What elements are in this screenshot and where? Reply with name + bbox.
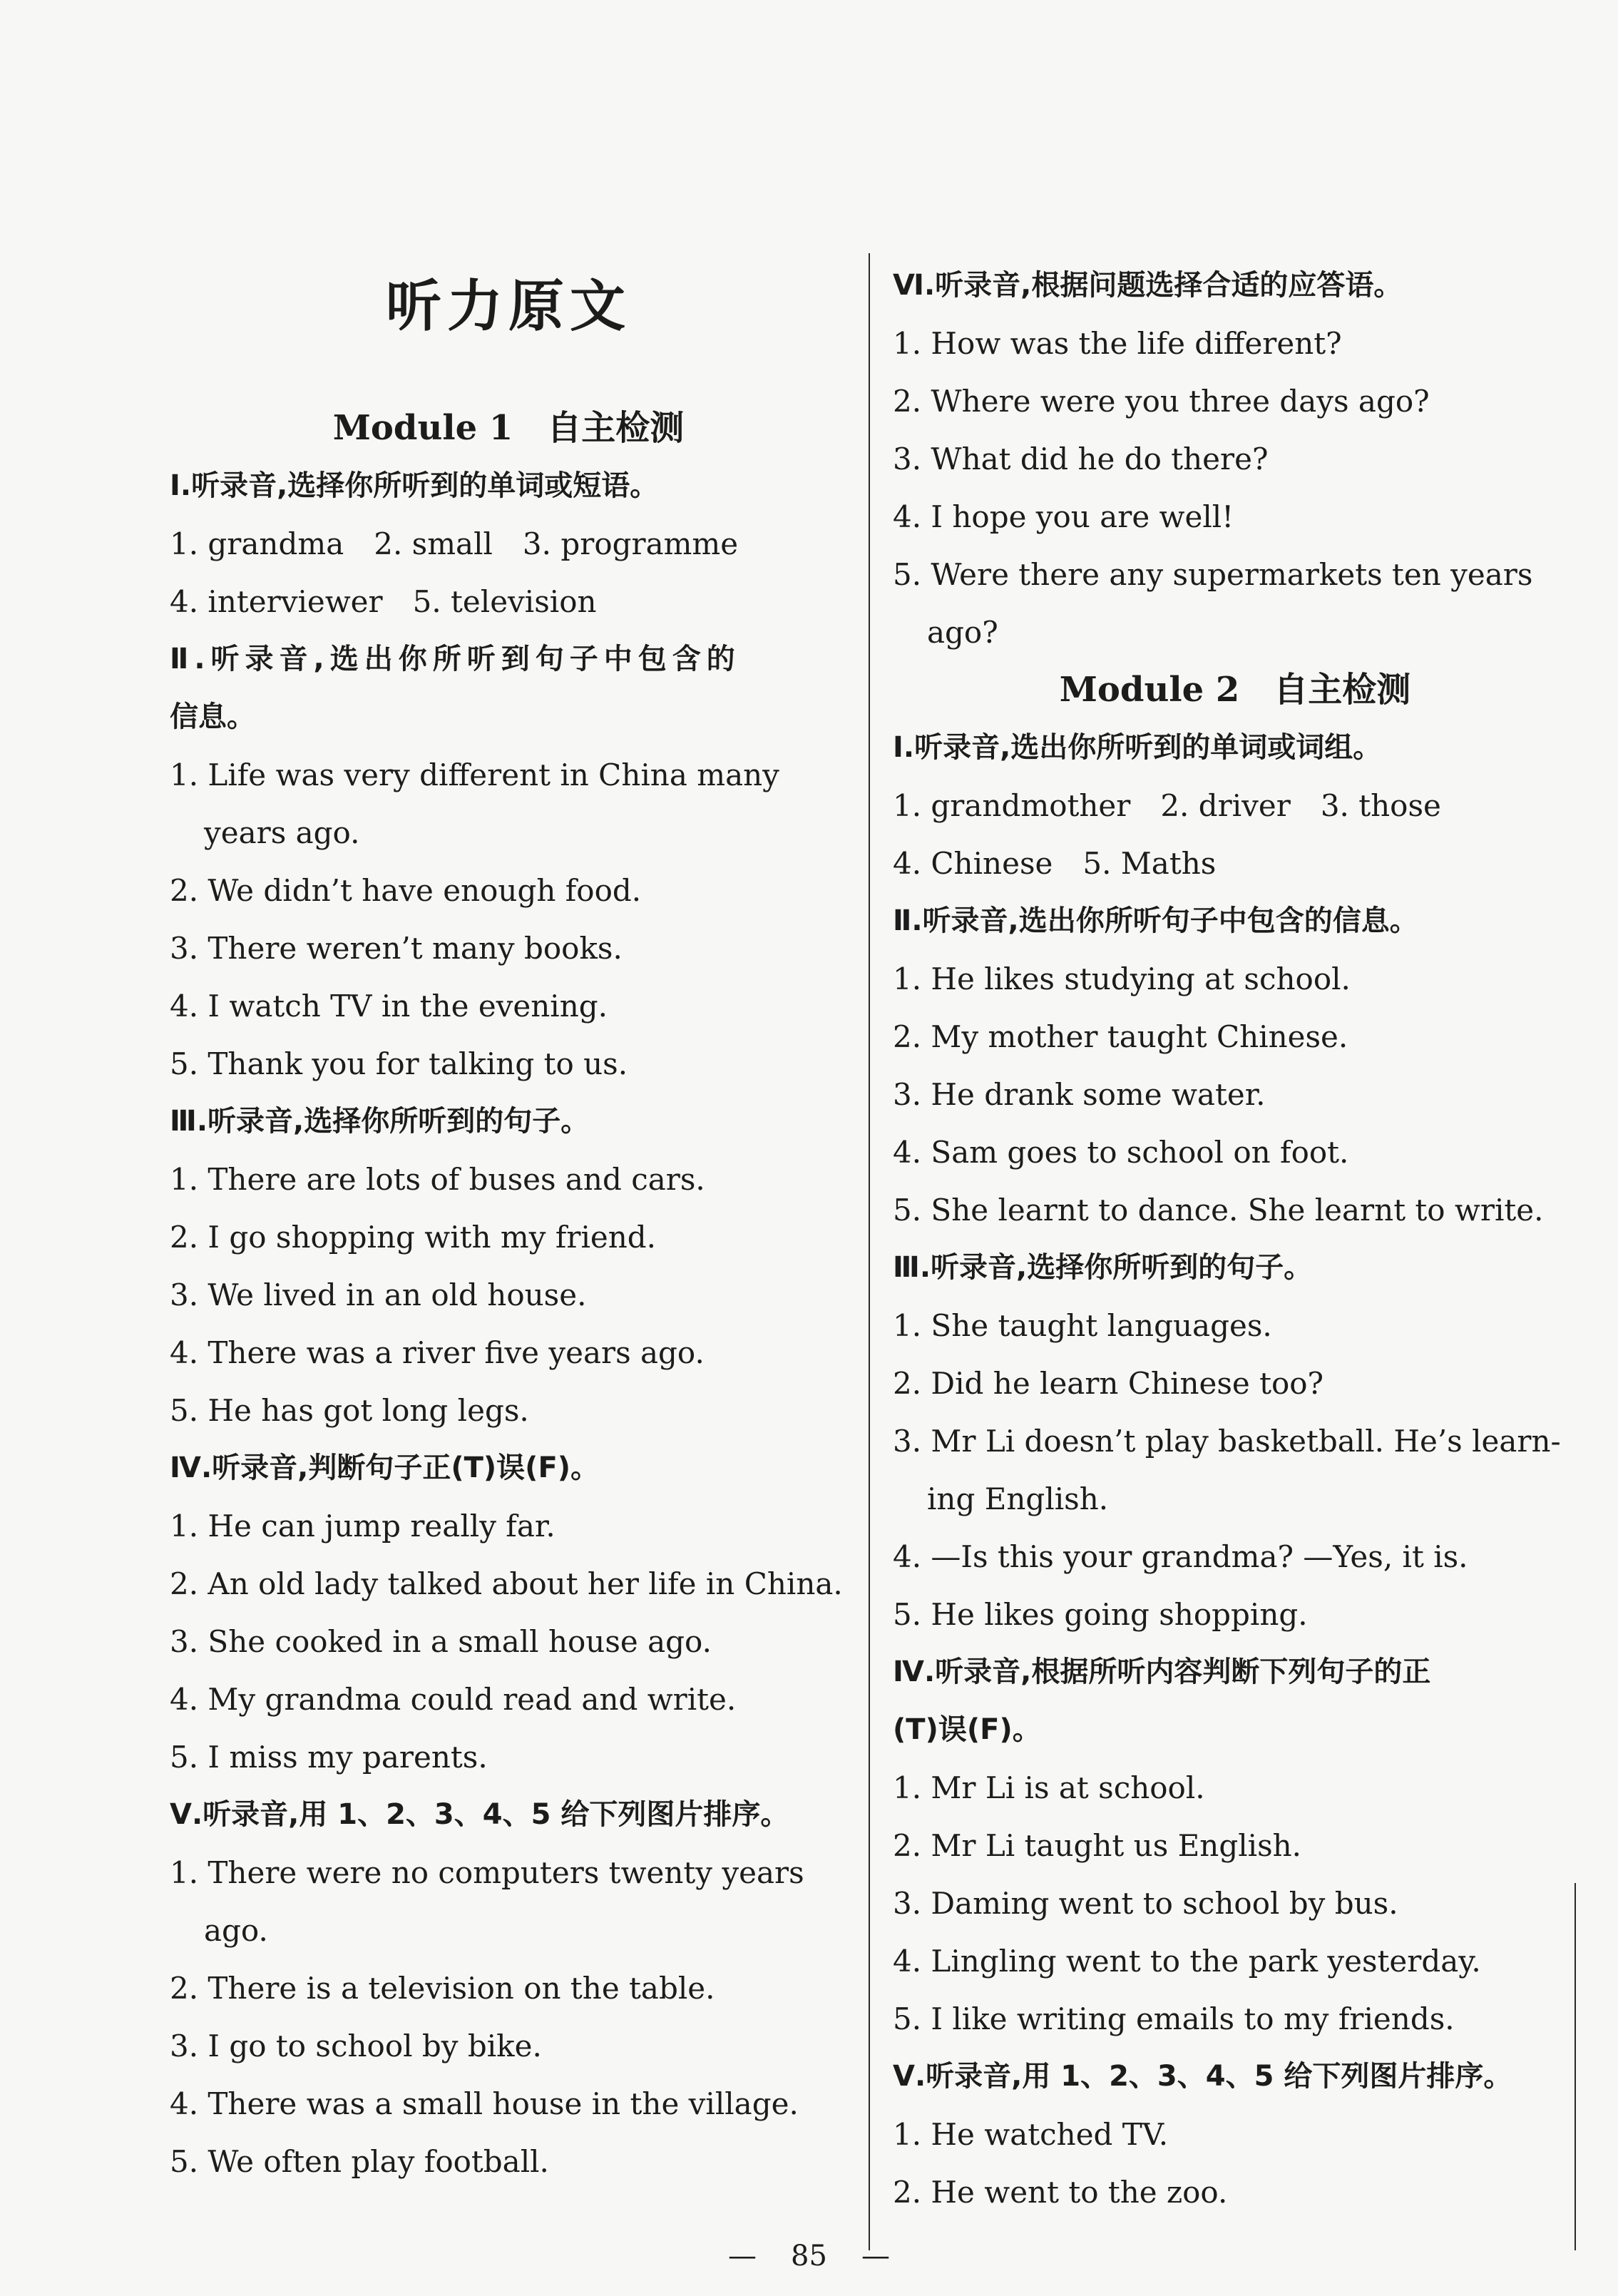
right-column [893,257,1577,2221]
list-item: 1. grandma 2. small 3. programme [170,526,739,561]
section-heading: Ⅰ.听录音,选出你所听到的单词或词组。 [893,731,1382,764]
list-item: 4. Sam goes to school on foot. [893,1135,1349,1170]
list-item: 4. There was a river five years ago. [170,1335,705,1370]
list-item: 5. He has got long legs. [170,1393,529,1428]
list-item: 3. We lived in an old house. [170,1277,587,1312]
list-item: 3. He drank some water. [893,1077,1266,1112]
list-item-continued: ago. [204,1913,268,1948]
list-item: 4. I hope you are well! [893,499,1234,534]
list-item: 2. We didn’t have enough food. [170,873,642,908]
page-number-dash-right: — [861,2240,890,2272]
module-1-title: Module 1 自主检测 [332,408,685,448]
list-item: 5. He likes going shopping. [893,1597,1308,1632]
list-item: 1. She taught languages. [893,1308,1272,1343]
list-item: 3. Daming went to school by bus. [893,1886,1398,1921]
section-heading: Ⅲ.听录音,选择你所听到的句子。 [893,1251,1313,1284]
list-item: 4. I watch TV in the evening. [170,989,608,1024]
list-item: 1. There were no computers twenty years [170,1855,804,1890]
list-item: 1. He likes studying at school. [893,961,1351,996]
list-item: 4. Chinese 5. Maths [893,846,1217,881]
page-number: 85 [791,2240,827,2272]
list-item: 2. Did he learn Chinese too? [893,1366,1324,1401]
list-item: 3. I go to school by bike. [170,2029,542,2063]
list-item: 4. There was a small house in the village. [170,2086,799,2121]
list-item: 5. I miss my parents. [170,1740,488,1775]
list-item: 2. He went to the zoo. [893,2175,1228,2210]
section-heading: Ⅵ.听录音,根据问题选择合适的应答语。 [893,269,1403,302]
list-item: 1. How was the life different? [893,326,1342,361]
list-item: 4. —Is this your grandma? —Yes, it is. [893,1539,1468,1574]
section-heading-continued: (T)误(F)。 [893,1713,1041,1746]
list-item: 1. There are lots of buses and cars. [170,1162,705,1197]
section-heading: Ⅲ.听录音,选择你所听到的句子。 [170,1105,590,1138]
list-item: 1. Life was very different in China many [170,757,779,792]
list-item: 1. He watched TV. [893,2117,1169,2152]
list-item: 3. Mr Li doesn’t play basketball. He’s learn- [893,1424,1561,1459]
column-divider [869,253,870,2250]
list-item: 3. What did he do there? [893,442,1269,476]
list-item-continued: ago? [927,615,998,650]
list-item: 1. grandmother 2. driver 3. those [893,788,1441,823]
section-heading: Ⅴ.听录音,用 1、2、3、4、5 给下列图片排序。 [170,1798,789,1831]
list-item: 1. Mr Li is at school. [893,1770,1205,1805]
left-column [170,257,847,2190]
list-item-continued: ing English. [927,1481,1109,1516]
list-item: 3. She cooked in a small house ago. [170,1624,712,1659]
list-item: 4. Lingling went to the park yesterday. [893,1944,1481,1979]
list-item: 5. We often play football. [170,2144,549,2179]
section-heading: Ⅱ.听录音,选出你所听句子中包含的信息。 [893,904,1418,937]
page-number-footer [0,2240,1618,2272]
list-item: 2. Mr Li taught us English. [893,1828,1302,1863]
section-heading: Ⅴ.听录音,用 1、2、3、4、5 给下列图片排序。 [893,2060,1512,2093]
list-item-continued: years ago. [204,815,360,850]
page-number-dash-left: — [728,2240,757,2272]
list-item: 2. Where were you three days ago? [893,384,1430,419]
section-heading: Ⅰ.听录音,选择你所听到的单词或短语。 [170,469,659,502]
list-item: 2. My mother taught Chinese. [893,1019,1348,1054]
list-item: 1. He can jump really far. [170,1509,555,1544]
list-item: 2. I go shopping with my friend. [170,1220,657,1255]
list-item: 2. There is a television on the table. [170,1971,715,2006]
list-item: 4. interviewer 5. television [170,584,597,619]
list-item: 5. She learnt to dance. She learnt to write. [893,1193,1544,1228]
section-heading-continued: 信息。 [170,700,255,733]
list-item: 5. Thank you for talking to us. [170,1046,628,1081]
list-item: 3. There weren’t many books. [170,931,623,966]
list-item: 5. Were there any supermarkets ten years [893,557,1533,592]
list-item: 5. I like writing emails to my friends. [893,2001,1455,2036]
section-heading: Ⅱ.听录音,选出你所听到句子中包含的 [170,643,741,675]
section-heading: Ⅳ.听录音,判断句子正(T)误(F)。 [170,1451,600,1484]
page-title: 听力原文 [385,275,631,339]
list-item: 2. An old lady talked about her life in China. [170,1566,843,1601]
list-item: 4. My grandma could read and write. [170,1682,737,1717]
section-heading: Ⅳ.听录音,根据所听内容判断下列句子的正 [893,1655,1431,1688]
module-2-title: Module 2 自主检测 [1059,670,1411,710]
